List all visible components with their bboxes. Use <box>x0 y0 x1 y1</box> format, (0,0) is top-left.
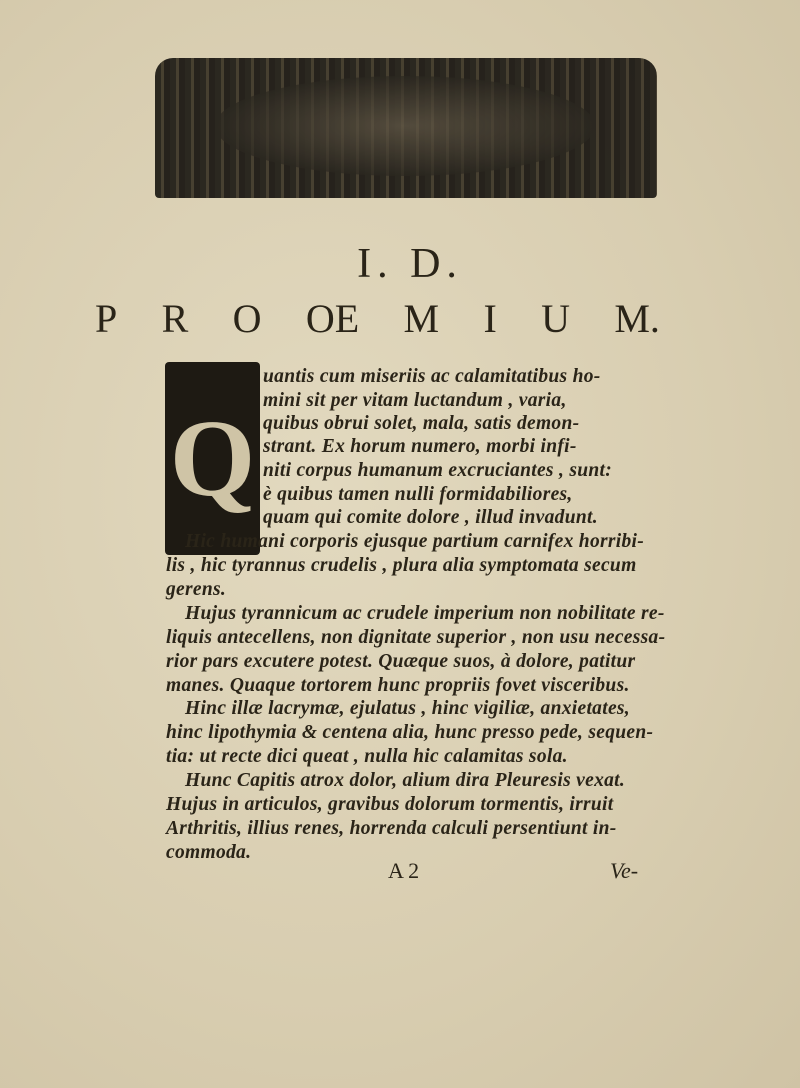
text-line: è quibus tamen nulli formidabiliores, <box>263 484 573 505</box>
text-line: Arthritis, illius renes, horrenda calculi persentiunt in- <box>166 818 617 839</box>
title-letter: P <box>95 296 118 341</box>
woodcut-headpiece-ornament <box>155 58 657 198</box>
text-line: liquis antecellens, non dignitate superior , non usu necessa- <box>166 627 666 648</box>
title-letter: I <box>483 296 497 341</box>
title-letter: R <box>161 296 189 341</box>
text-line: commoda. <box>166 842 252 863</box>
text-line: Hinc illæ lacrymæ, ejulatus , hinc vigiliæ, anxietates, <box>185 698 630 719</box>
text-line: quam qui comite dolore , illud invadunt. <box>263 507 598 528</box>
text-line: tia: ut recte dici queat , nulla hic calamitas sola. <box>166 746 568 767</box>
title-letter: M. <box>614 296 660 341</box>
text-line: quibus obrui solet, mala, satis demon- <box>263 413 580 434</box>
text-line: mini sit per vitam luctandum , varia, <box>263 390 567 411</box>
title-letter: O <box>232 296 262 341</box>
text-line: hinc lipothymia & centena alia, hunc presso pede, sequen- <box>166 722 654 743</box>
text-line: gerens. <box>166 579 227 600</box>
text-line: Hunc Capitis atrox dolor, alium dira Pleuresis vexat. <box>185 770 626 791</box>
section-mark: I. D. <box>357 241 463 287</box>
text-line: uantis cum miseriis ac calamitatibus ho- <box>263 366 601 387</box>
text-line: manes. Quaque tortorem hunc propriis fovet visceribus. <box>166 675 630 696</box>
text-line: Hic humani corporis ejusque partium carnifex horribi- <box>185 531 645 552</box>
text-line: lis , hic tyrannus crudelis , plura alia symptomata secum <box>166 555 637 576</box>
text-line: Hujus tyrannicum ac crudele imperium non nobilitate re- <box>185 603 665 624</box>
page-title <box>95 295 660 342</box>
text-line: Hujus in articulos, gravibus dolorum tormentis, irruit <box>166 794 614 815</box>
signature-mark: A 2 <box>388 858 420 883</box>
title-letter: M <box>403 296 440 341</box>
text-line: rior pars excutere potest. Quæque suos, à dolore, patitur <box>166 651 636 672</box>
text-line: niti corpus humanum excruciantes , sunt: <box>263 460 613 481</box>
decorated-initial: Q <box>165 362 260 555</box>
text-line: strant. Ex horum numero, morbi infi- <box>263 436 577 457</box>
title-letter: U <box>541 296 571 341</box>
title-letter: OE <box>305 296 360 341</box>
catchword: Ve- <box>610 858 639 883</box>
